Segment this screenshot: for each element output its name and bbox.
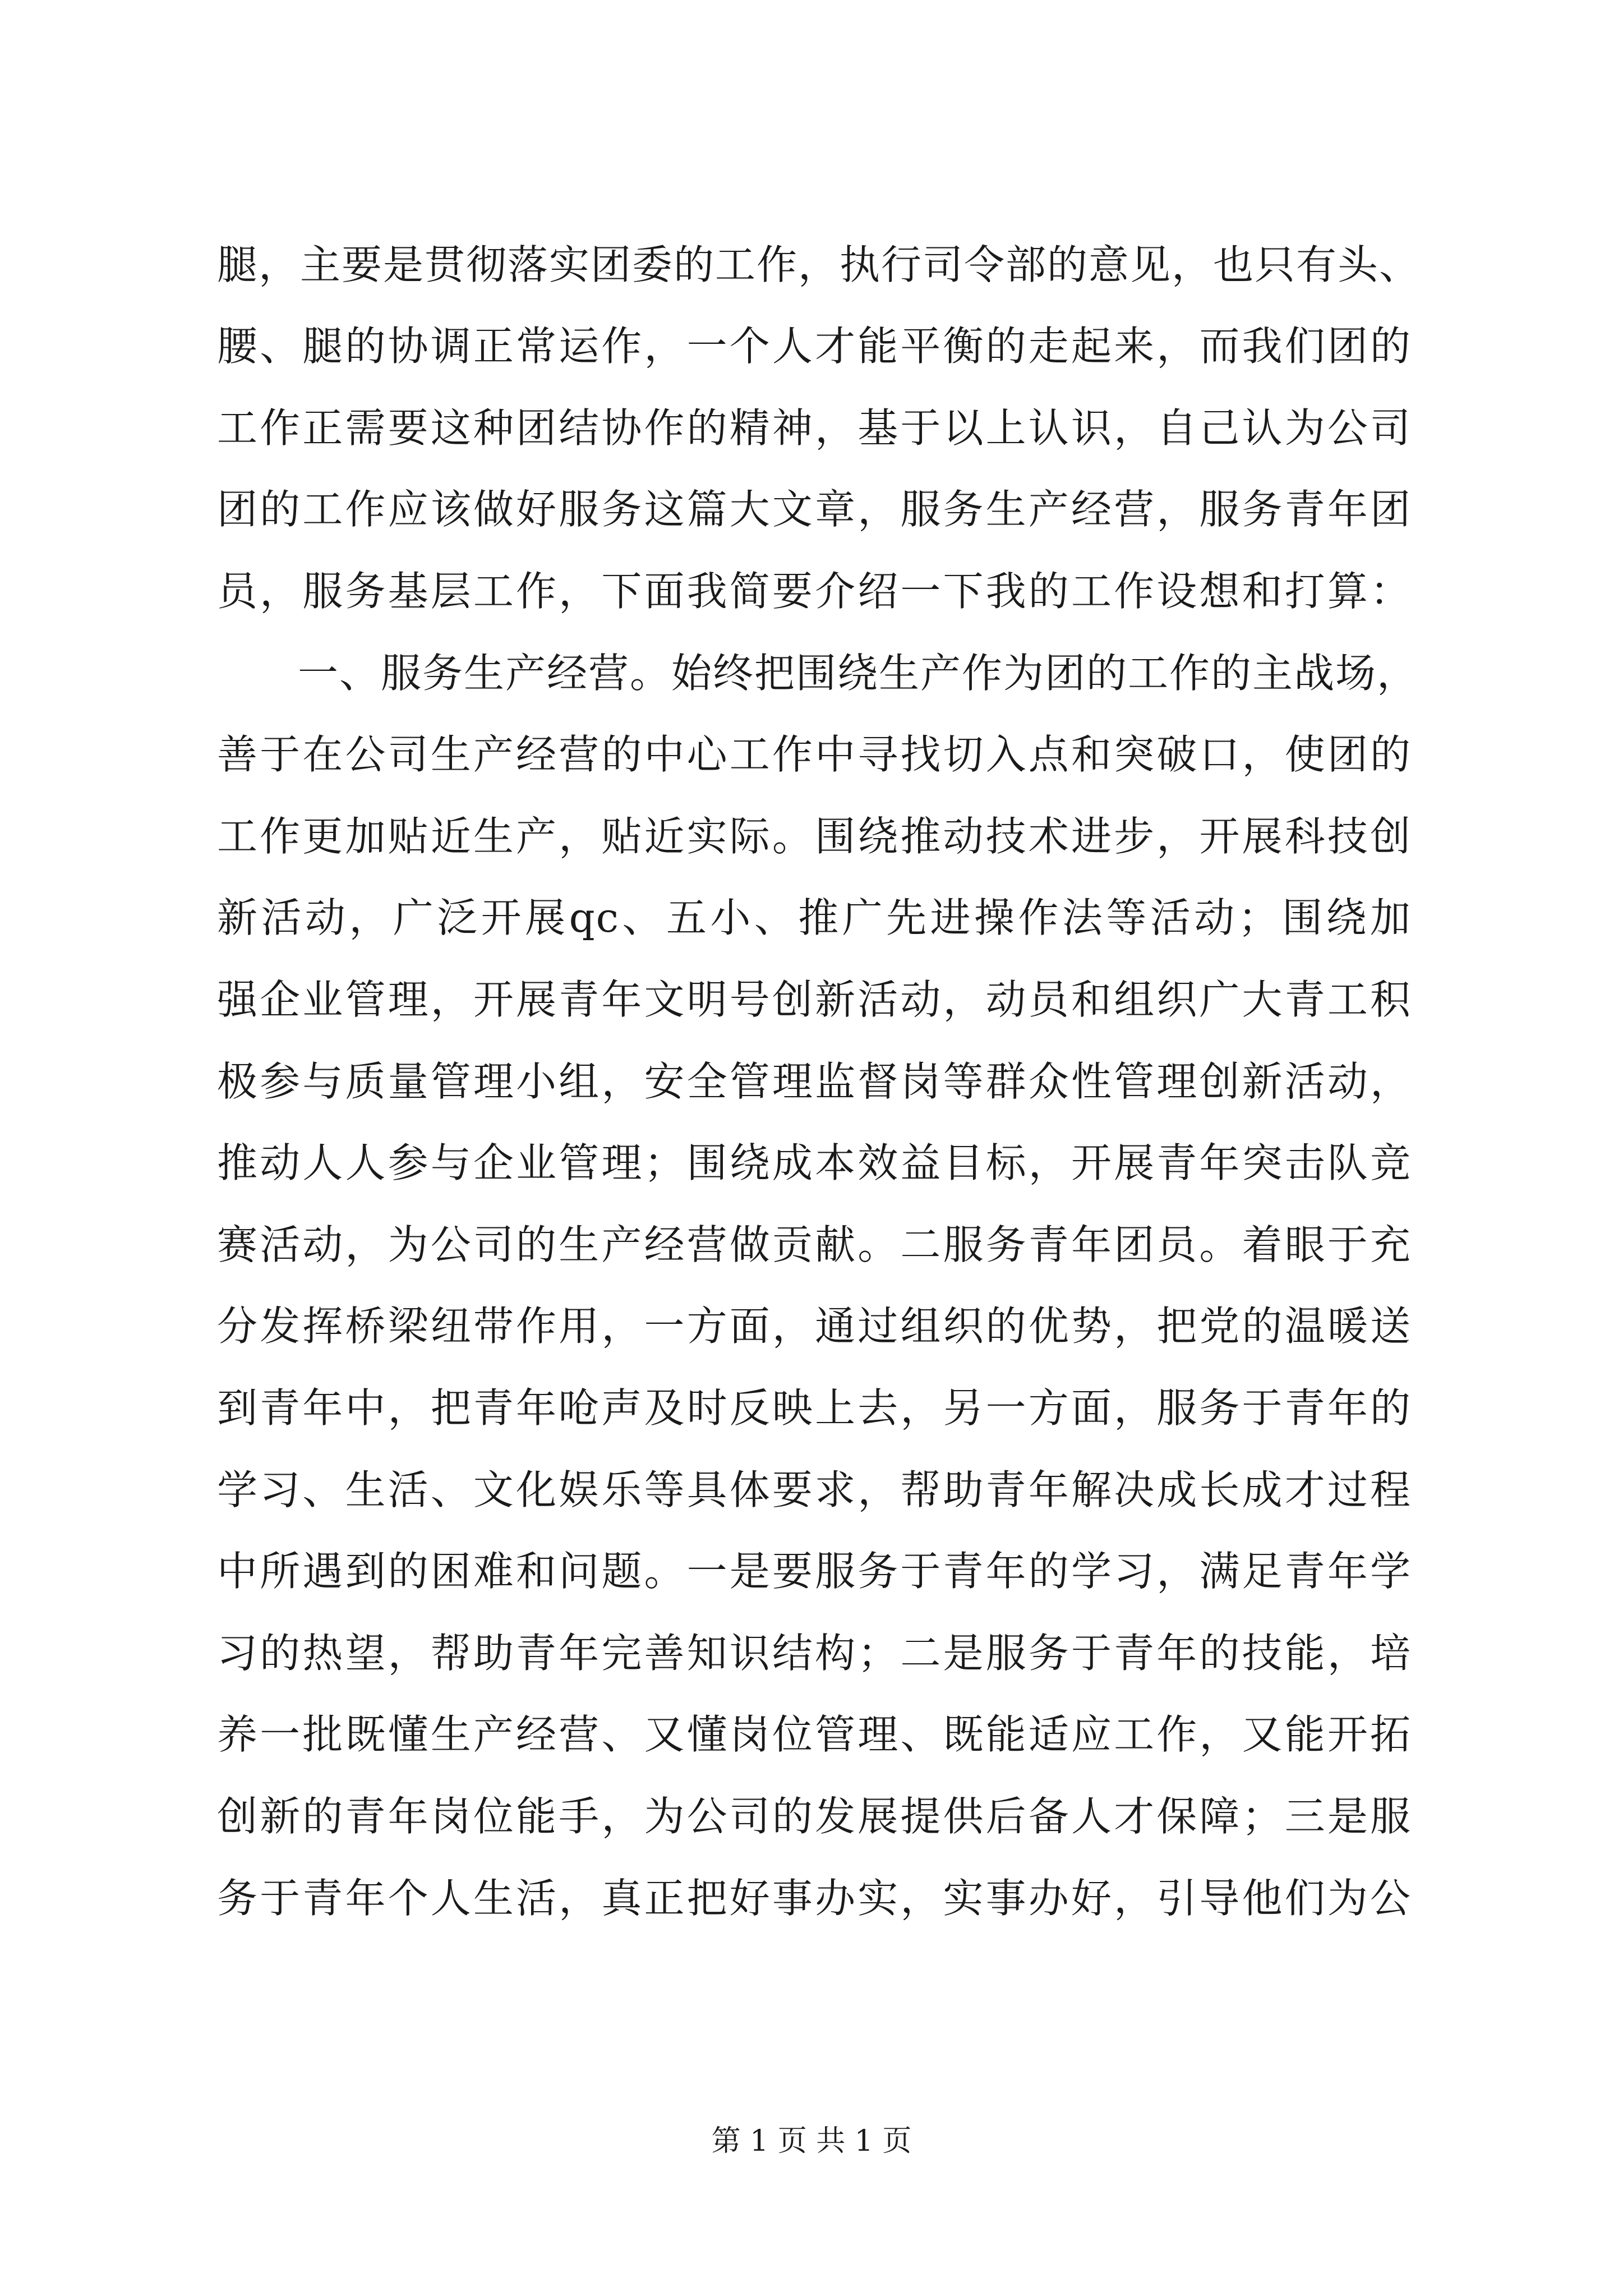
text-line: 务于青年个人生活，真正把好事办实，实事办好，引导他们为公 [217, 1875, 1412, 1922]
text-line: 工作正需要这种团结协作的精神，基于以上认识，自己认为公司 [217, 404, 1412, 452]
text-line: 推动人人参与企业管理；围绕成本效益目标，开展青年突击队竞 [217, 1139, 1412, 1186]
text-line: 新活动，广泛开展qc、五小、推广先进操作法等活动；围绕加 [217, 894, 1412, 941]
text-line: 善于在公司生产经营的中心工作中寻找切入点和突破口，使团的 [217, 731, 1412, 778]
text-line: 腿，主要是贯彻落实团委的工作，执行司令部的意见，也只有头、 [217, 241, 1421, 288]
text-line: 员，服务基层工作，下面我简要介绍一下我的工作设想和打算： [217, 568, 1412, 615]
text-line: 创新的青年岗位能手，为公司的发展提供后备人才保障；三是服 [217, 1793, 1412, 1840]
text-line: 中所遇到的困难和问题。一是要服务于青年的学习，满足青年学 [217, 1548, 1412, 1595]
text-line: 赛活动，为公司的生产经营做贡献。二服务青年团员。着眼于充 [217, 1221, 1412, 1268]
text-line: 分发挥桥梁纽带作用，一方面，通过组织的优势，把党的温暖送 [217, 1303, 1412, 1350]
text-line: 习的热望，帮助青年完善知识结构；二是服务于青年的技能，培 [217, 1630, 1412, 1677]
text-line: 强企业管理，开展青年文明号创新活动，动员和组织广大青工积 [217, 976, 1412, 1023]
text-line: 工作更加贴近生产，贴近实际。围绕推动技术进步，开展科技创 [217, 813, 1412, 860]
text-line: 极参与质量管理小组，安全管理监督岗等群众性管理创新活动， [217, 1058, 1412, 1105]
text-line: 学习、生活、文化娱乐等具体要求，帮助青年解决成长成才过程 [217, 1466, 1412, 1513]
text-line: 团的工作应该做好服务这篇大文章，服务生产经营，服务青年团 [217, 486, 1412, 533]
page-footer: 第 1 页 共 1 页 [711, 2124, 912, 2158]
text-line: 一、服务生产经营。始终把围绕生产作为团的工作的主战场， [298, 650, 1419, 697]
text-line: 到青年中，把青年呛声及时反映上去，另一方面，服务于青年的 [217, 1384, 1412, 1432]
text-line: 腰、腿的协调正常运作，一个人才能平衡的走起来，而我们团的 [217, 323, 1412, 370]
text-line: 养一批既懂生产经营、又懂岗位管理、既能适应工作，又能开拓 [217, 1711, 1412, 1758]
